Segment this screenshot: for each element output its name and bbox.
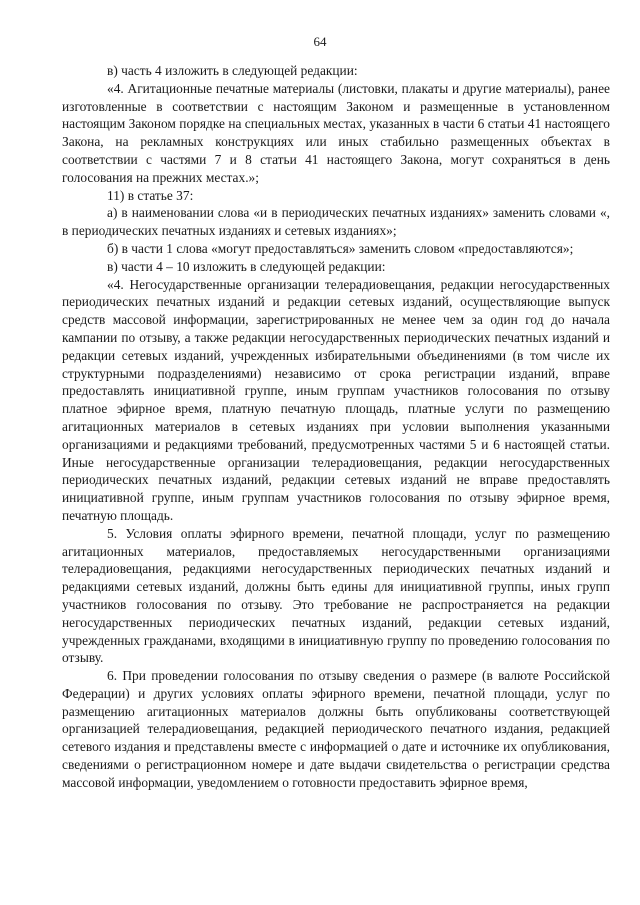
paragraph-part-5-new: 5. Условия оплаты эфирного времени, печатной площади, услуг по размещению агитационных материалов, предоставляемых негосударственными организациями телерадиовещания, редакциями негосударственных периодических печатных изданий и редакциями сетевых изданий, должны быть едины для инициативной группы, иных групп участников голосования по отзыву. Это требование не распространяется на редакции негосударственных периодических печатных изданий, редакции сетевых изданий, учрежденных гражданами, входящими в инициативную группу по проведению голосования по отзыву. bbox=[62, 525, 610, 666]
paragraph-item-b: б) в части 1 слова «могут предоставляться» заменить словом «предоставляются»; bbox=[107, 240, 574, 256]
paragraph-part-4-new: «4. Негосударственные организации телерадиовещания, редакции негосударственных периодических печатных изданий и редакции сетевых изданий, осуществляющие выпуск средств массовой информации, зарегистрированных не менее чем за один год до начала кампании по отзыву, а также редакции негосударственных периодических печатных изданий и редакции сетевых изданий, учрежденных избирательными объединениями (в том числе их структурными подразделениями) независимо от срока регистрации изданий, вправе предоставлять инициативной группе, иным группам участников голосования по отзыву платное эфирное время, платную печатную площадь, платные услуги по размещению агитационных материалов в сетевых изданиях при условии выполнения указанными организациями и редакциями требований, предусмотренных частями 5 и 6 настоящей статьи. Иные негосударственные организации телерадиовещания, редакции негосударственных периодических печатных изданий, редакции сетевых изданий не вправе предоставлять инициативной группе, иным группам участников голосования по отзыву эфирное время, печатную площадь. bbox=[62, 276, 610, 523]
paragraph-article-37: 11) в статье 37: bbox=[107, 187, 194, 203]
paragraph-amend-part-4: в) часть 4 изложить в следующей редакции: bbox=[107, 63, 358, 78]
page-number: 64 bbox=[313, 34, 327, 49]
paragraph-item-v: в) части 4 – 10 изложить в следующей редакции: bbox=[107, 258, 386, 274]
paragraph-part-6-new: 6. При проведении голосования по отзыву сведения о размере (в валюте Российской Федерации) и других условиях оплаты эфирного времени, печатной площади, услуг по размещению агитационных материалов должны быть опубликованы соответствующей организацией телерадиовещания, редакцией периодического печатного издания, редакцией сетевого издания и представлены вместе с информацией о дате и источнике их опубликования, сведениями о регистрационном номере и дате выдачи свидетельства о регистрации средства массовой информации, уведомлением о готовности предоставить эфирное время, bbox=[62, 668, 610, 790]
document-body bbox=[62, 62, 610, 792]
paragraph-part-4-text: «4. Агитационные печатные материалы (листовки, плакаты и другие материалы), ранее изготовленные в соответствии с настоящим Законом и размещенные в установленном настоящим Законом порядке на специальных местах, указанных в части 6 статьи 41 настоящего Закона, на рекламных конструкциях или иных стабильно размещенных объектах в соответствии с частями 7 и 8 статьи 41 настоящего Закона, могут сохраняться в день голосования на прежних местах.»; bbox=[62, 80, 610, 185]
paragraph-item-a: а) в наименовании слова «и в периодических печатных изданиях» заменить словами «, в периодических печатных изданиях и сетевых изданиях»; bbox=[62, 205, 610, 239]
